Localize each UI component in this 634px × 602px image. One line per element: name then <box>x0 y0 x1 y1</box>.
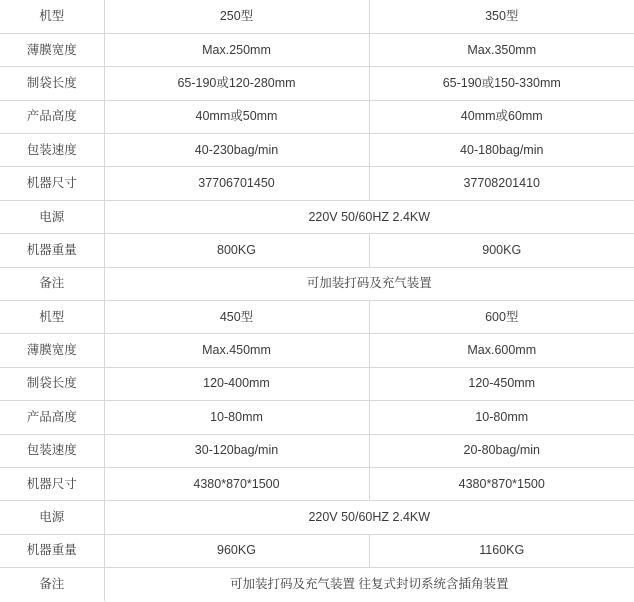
row-value-a: 250型 <box>104 0 369 33</box>
row-value-a: Max.450mm <box>104 334 369 367</box>
row-value-a: 800KG <box>104 234 369 267</box>
row-label: 薄膜宽度 <box>0 334 104 367</box>
row-value-merged: 220V 50/60HZ 2.4KW <box>104 501 634 534</box>
table-row <box>0 568 634 601</box>
table-row <box>0 367 634 400</box>
row-value-a: Max.250mm <box>104 33 369 66</box>
row-value-a: 65-190或120-280mm <box>104 67 369 100</box>
row-label: 包装速度 <box>0 434 104 467</box>
table-row <box>0 134 634 167</box>
table-row <box>0 467 634 500</box>
table-row <box>0 534 634 567</box>
row-value-b: 600型 <box>369 301 634 334</box>
row-value-b: 37708201410 <box>369 167 634 200</box>
table-row <box>0 67 634 100</box>
row-label: 电源 <box>0 501 104 534</box>
row-label: 机型 <box>0 0 104 33</box>
row-label: 产品高度 <box>0 100 104 133</box>
row-value-b: 4380*870*1500 <box>369 467 634 500</box>
row-value-b: 1160KG <box>369 534 634 567</box>
table-row <box>0 434 634 467</box>
row-label: 备注 <box>0 267 104 300</box>
table-row <box>0 501 634 534</box>
row-label: 机器重量 <box>0 534 104 567</box>
table-row <box>0 301 634 334</box>
row-value-merged: 220V 50/60HZ 2.4KW <box>104 200 634 233</box>
row-value-a: 40mm或50mm <box>104 100 369 133</box>
row-label: 制袋长度 <box>0 367 104 400</box>
row-label: 机型 <box>0 301 104 334</box>
row-value-b: 20-80bag/min <box>369 434 634 467</box>
row-label: 机器重量 <box>0 234 104 267</box>
row-value-a: 4380*870*1500 <box>104 467 369 500</box>
row-value-a: 37706701450 <box>104 167 369 200</box>
row-value-merged: 可加装打码及充气装置 <box>104 267 634 300</box>
table-row <box>0 100 634 133</box>
row-value-b: 350型 <box>369 0 634 33</box>
row-label: 机器尺寸 <box>0 467 104 500</box>
row-value-b: 40-180bag/min <box>369 134 634 167</box>
row-label: 电源 <box>0 200 104 233</box>
row-value-b: Max.600mm <box>369 334 634 367</box>
table-row <box>0 0 634 33</box>
row-value-b: Max.350mm <box>369 33 634 66</box>
row-label: 备注 <box>0 568 104 601</box>
row-value-a: 40-230bag/min <box>104 134 369 167</box>
row-value-a: 120-400mm <box>104 367 369 400</box>
row-value-b: 40mm或60mm <box>369 100 634 133</box>
table-row <box>0 33 634 66</box>
row-value-b: 10-80mm <box>369 401 634 434</box>
row-value-b: 65-190或150-330mm <box>369 67 634 100</box>
row-value-a: 10-80mm <box>104 401 369 434</box>
row-value-a: 450型 <box>104 301 369 334</box>
table-row <box>0 401 634 434</box>
table-row <box>0 167 634 200</box>
table-row <box>0 334 634 367</box>
table-row <box>0 267 634 300</box>
row-value-merged: 可加装打码及充气装置 往复式封切系统含插角装置 <box>104 568 634 601</box>
row-label: 产品高度 <box>0 401 104 434</box>
row-label: 包装速度 <box>0 134 104 167</box>
row-label: 制袋长度 <box>0 67 104 100</box>
row-value-b: 120-450mm <box>369 367 634 400</box>
row-label: 机器尺寸 <box>0 167 104 200</box>
row-label: 薄膜宽度 <box>0 33 104 66</box>
row-value-b: 900KG <box>369 234 634 267</box>
row-value-a: 960KG <box>104 534 369 567</box>
row-value-a: 30-120bag/min <box>104 434 369 467</box>
table-row <box>0 200 634 233</box>
table-row <box>0 234 634 267</box>
